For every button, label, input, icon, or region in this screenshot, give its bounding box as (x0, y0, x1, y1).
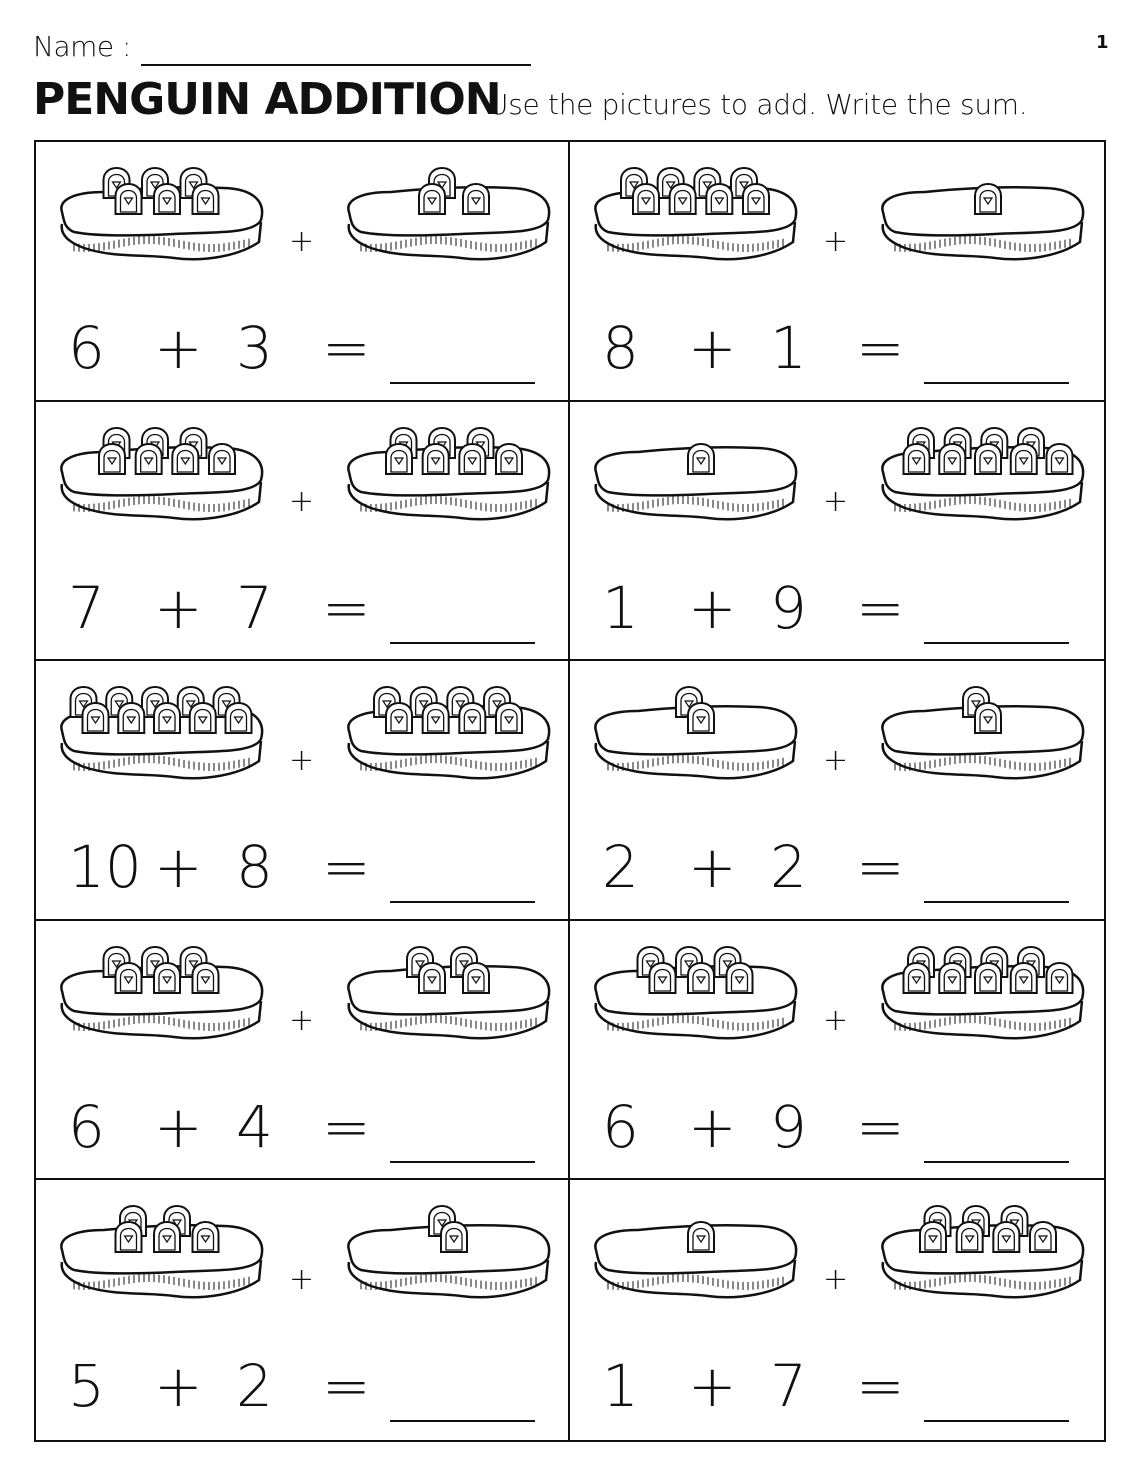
penguin-icon (975, 963, 1001, 993)
iceberg-left-icon (54, 1200, 269, 1310)
penguin-icon (154, 184, 180, 214)
addend-a: 6 (602, 1092, 639, 1161)
answer-line[interactable] (924, 642, 1069, 644)
addend-b: 2 (236, 1352, 273, 1421)
equation (570, 314, 1104, 394)
equation (570, 1093, 1104, 1173)
answer-line[interactable] (924, 901, 1069, 903)
penguin-icon (706, 184, 732, 214)
penguin-icon (939, 963, 965, 993)
penguin-icon (1011, 963, 1037, 993)
name-label: Name : (33, 30, 131, 63)
iceberg-left-icon (588, 1200, 803, 1310)
addend-b: 7 (770, 1352, 807, 1421)
addend-a: 8 (602, 314, 639, 382)
penguin-pictures (36, 1200, 568, 1340)
penguin-icon (99, 444, 125, 474)
equals-sign: = (856, 314, 905, 382)
penguin-icon (190, 703, 216, 733)
iceberg-left-icon (54, 422, 269, 532)
equation (36, 1352, 568, 1432)
problem-cell (570, 142, 1104, 402)
iceberg-left-icon (54, 941, 269, 1051)
problem-cell (570, 661, 1104, 921)
addend-b: 8 (236, 833, 273, 902)
name-field-line[interactable] (141, 64, 531, 66)
penguin-icon (975, 184, 1001, 214)
iceberg-right-icon (875, 681, 1090, 791)
iceberg-right-icon (875, 941, 1090, 1051)
iceberg-left-icon (588, 681, 803, 791)
instructions: Use the pictures to add. Write the sum. (488, 88, 1028, 121)
answer-line[interactable] (390, 642, 535, 644)
addend-b: 1 (770, 314, 807, 382)
equals-sign: = (856, 833, 905, 902)
addend-a: 7 (68, 573, 105, 642)
penguin-icon (633, 184, 659, 214)
iceberg-left-icon (54, 681, 269, 791)
penguin-pictures (36, 681, 568, 821)
equation (36, 833, 568, 913)
picture-plus-sign: + (823, 1262, 849, 1298)
addend-a: 1 (602, 1352, 639, 1421)
answer-line[interactable] (924, 382, 1069, 384)
penguin-pictures (36, 162, 568, 302)
page-title: PENGUIN ADDITION (33, 74, 501, 125)
penguin-pictures (570, 162, 1104, 302)
equals-sign: = (322, 833, 371, 902)
penguin-icon (459, 703, 485, 733)
equals-sign: = (322, 573, 371, 642)
equals-sign: = (322, 1092, 371, 1161)
plus-sign: + (688, 833, 737, 902)
problem-cell (36, 402, 570, 662)
penguin-icon (116, 1222, 142, 1252)
equals-sign: = (322, 1352, 371, 1421)
addend-a: 2 (602, 833, 639, 902)
penguin-icon (154, 963, 180, 993)
penguin-icon (975, 444, 1001, 474)
equals-sign: = (856, 1352, 905, 1421)
penguin-icon (1030, 1222, 1056, 1252)
problem-cell (36, 142, 570, 402)
answer-line[interactable] (390, 1161, 535, 1163)
answer-line[interactable] (924, 1420, 1069, 1422)
penguin-pictures (570, 681, 1104, 821)
penguin-icon (441, 1222, 467, 1252)
page-number: 1 (1096, 32, 1109, 53)
iceberg-right-icon (341, 1200, 556, 1310)
answer-line[interactable] (390, 901, 535, 903)
addend-a: 6 (68, 314, 105, 382)
plus-sign: + (154, 833, 203, 902)
picture-plus-sign: + (289, 1262, 315, 1298)
penguin-icon (193, 1222, 219, 1252)
addend-a: 10 (68, 833, 142, 902)
penguin-icon (423, 444, 449, 474)
penguin-icon (423, 703, 449, 733)
penguin-icon (496, 703, 522, 733)
penguin-icon (386, 444, 412, 474)
penguin-icon (920, 1222, 946, 1252)
equation (36, 314, 568, 394)
problem-cell (36, 921, 570, 1181)
addend-b: 2 (770, 833, 807, 902)
penguin-icon (743, 184, 769, 214)
addend-b: 9 (770, 573, 807, 642)
penguin-icon (83, 703, 109, 733)
penguin-icon (193, 184, 219, 214)
penguin-icon (496, 444, 522, 474)
equation (36, 574, 568, 654)
answer-line[interactable] (390, 1420, 535, 1422)
penguin-icon (688, 703, 714, 733)
penguin-icon (993, 1222, 1019, 1252)
addend-b: 4 (236, 1092, 273, 1161)
penguin-icon (904, 963, 930, 993)
iceberg-right-icon (341, 941, 556, 1051)
penguin-icon (688, 444, 714, 474)
penguin-icon (172, 444, 198, 474)
equation (570, 574, 1104, 654)
problem-cell (36, 661, 570, 921)
penguin-pictures (570, 941, 1104, 1081)
penguin-icon (116, 963, 142, 993)
plus-sign: + (688, 1092, 737, 1161)
addend-b: 7 (236, 573, 273, 642)
penguin-icon (670, 184, 696, 214)
equation (36, 1093, 568, 1173)
iceberg-right-icon (875, 1200, 1090, 1310)
iceberg-right-icon (341, 681, 556, 791)
answer-line[interactable] (390, 382, 535, 384)
penguin-icon (209, 444, 235, 474)
equation (570, 1352, 1104, 1432)
penguin-icon (727, 963, 753, 993)
penguin-icon (904, 444, 930, 474)
penguin-icon (226, 703, 252, 733)
plus-sign: + (154, 314, 203, 382)
plus-sign: + (154, 1092, 203, 1161)
penguin-icon (463, 963, 489, 993)
plus-sign: + (154, 573, 203, 642)
addend-a: 1 (602, 573, 639, 642)
equation (570, 833, 1104, 913)
problem-cell (570, 402, 1104, 662)
iceberg-right-icon (875, 422, 1090, 532)
penguin-icon (154, 703, 180, 733)
plus-sign: + (154, 1352, 203, 1421)
penguin-icon (463, 184, 489, 214)
plus-sign: + (688, 573, 737, 642)
iceberg-left-icon (588, 162, 803, 272)
penguin-icon (688, 1222, 714, 1252)
addend-b: 3 (236, 314, 273, 382)
penguin-icon (939, 444, 965, 474)
addend-a: 5 (68, 1352, 105, 1421)
plus-sign: + (688, 314, 737, 382)
iceberg-left-icon (588, 941, 803, 1051)
equals-sign: = (856, 1092, 905, 1161)
penguin-icon (650, 963, 676, 993)
penguin-icon (1047, 444, 1073, 474)
penguin-pictures (36, 941, 568, 1081)
penguin-icon (688, 963, 714, 993)
penguin-icon (1011, 444, 1037, 474)
iceberg-right-icon (341, 422, 556, 532)
penguin-icon (154, 1222, 180, 1252)
iceberg-right-icon (341, 162, 556, 272)
equals-sign: = (322, 314, 371, 382)
penguin-icon (419, 184, 445, 214)
problem-cell (570, 1180, 1104, 1440)
penguin-icon (193, 963, 219, 993)
addend-b: 9 (770, 1092, 807, 1161)
problem-grid (34, 140, 1106, 1442)
penguin-icon (419, 963, 445, 993)
penguin-pictures (570, 422, 1104, 562)
penguin-pictures (570, 1200, 1104, 1340)
picture-plus-sign: + (289, 743, 315, 779)
addend-a: 6 (68, 1092, 105, 1161)
penguin-icon (116, 184, 142, 214)
problem-cell (570, 921, 1104, 1181)
penguin-icon (975, 703, 1001, 733)
equals-sign: = (856, 573, 905, 642)
picture-plus-sign: + (289, 483, 315, 519)
penguin-pictures (36, 422, 568, 562)
problem-cell (36, 1180, 570, 1440)
penguin-icon (118, 703, 144, 733)
iceberg-left-icon (54, 162, 269, 272)
penguin-icon (136, 444, 162, 474)
penguin-icon (957, 1222, 983, 1252)
penguin-icon (386, 703, 412, 733)
answer-line[interactable] (924, 1161, 1069, 1163)
picture-plus-sign: + (823, 483, 849, 519)
penguin-icon (459, 444, 485, 474)
picture-plus-sign: + (823, 743, 849, 779)
plus-sign: + (688, 1352, 737, 1421)
picture-plus-sign: + (289, 1002, 315, 1038)
iceberg-left-icon (588, 422, 803, 532)
picture-plus-sign: + (823, 224, 849, 259)
picture-plus-sign: + (823, 1002, 849, 1038)
iceberg-right-icon (875, 162, 1090, 272)
penguin-icon (1047, 963, 1073, 993)
picture-plus-sign: + (289, 224, 315, 259)
